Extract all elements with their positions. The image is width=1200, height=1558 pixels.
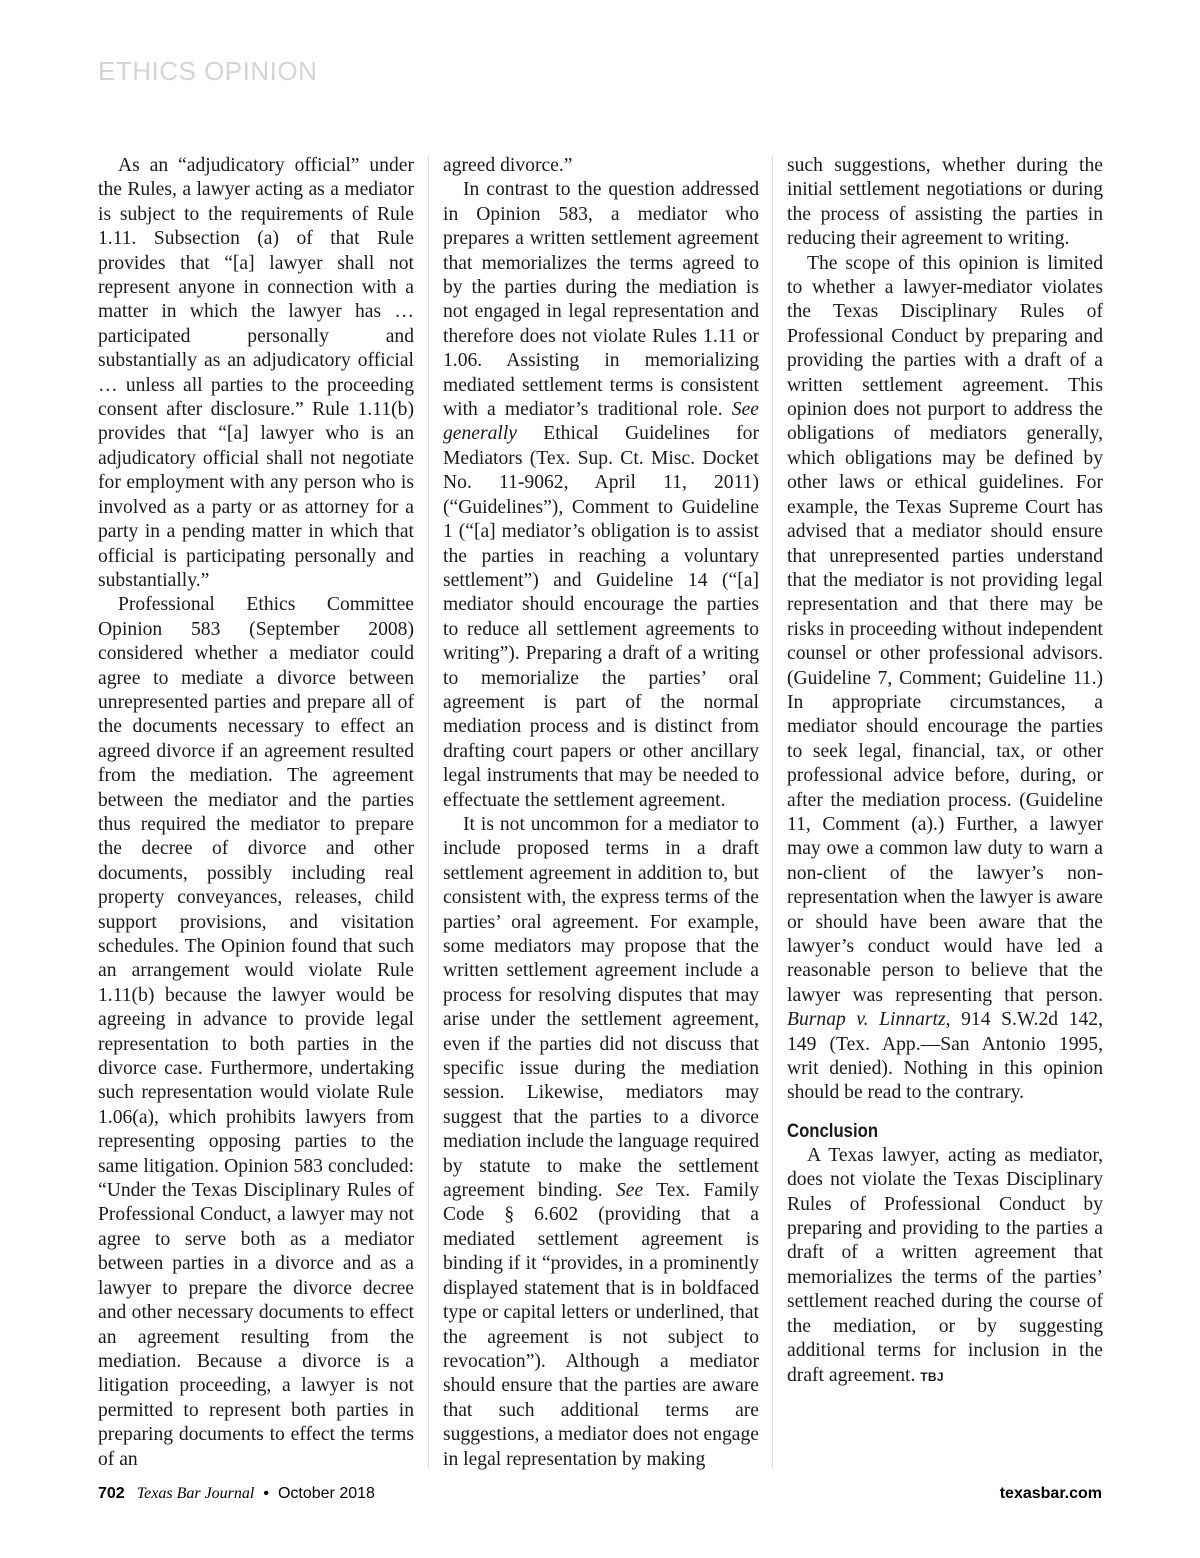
- issue-date: October 2018: [277, 1485, 375, 1502]
- column-middle: [443, 154, 759, 1472]
- paragraph: [787, 252, 1103, 1106]
- paragraph-text: Tex. Family Code § 6.602 (providing that a mediated settlement agreement is binding if it “provides, in a prominently displayed statement that is in boldfaced type or capital letters or underlined, that the agreement is not subject to revocation”). Although a mediator should ensure that the parties are aware that such additional terms are suggestions, a mediator does not engage in legal representation by making: [443, 1180, 759, 1470]
- citation-signal: See generally: [443, 399, 759, 445]
- paragraph-text: In contrast to the question addressed in Opinion 583, a mediator who prepares a written settlement agreement that memorializes the terms agreed to by the parties during the mediation is not engaged in legal representation and therefore does not violate Rules 1.11 or 1.06. Assisting in memorializing mediated settlement terms is consistent with a mediator’s traditional role.: [443, 179, 759, 421]
- section-header: ETHICS OPINION: [98, 56, 318, 86]
- page-number: 702: [98, 1485, 125, 1502]
- conclusion-heading: Conclusion: [787, 1120, 879, 1142]
- case-citation: Burnap v. Linnartz,: [787, 1009, 951, 1031]
- paragraph-text: Ethical Guidelines for Mediators (Tex. Sup. Ct. Misc. Docket No. 11-9062, April 11, 2011) (“Guidelines”), Comment to Guideline 1 (“[a] mediator’s obligation is to assist the parties in reaching a voluntary settlement”) and Guideline 14 (“[a] mediator should encourage the parties to reduce all settlement agreements to writing”). Preparing a draft of a writing to memorialize the parties’ oral agreement is part of the normal mediation process and is distinct from drafting court papers or other ancillary legal instruments that may be needed to effectuate the settlement agreement.: [443, 423, 759, 811]
- column-divider: [772, 156, 773, 1468]
- tbj-signoff: TBJ: [920, 1369, 944, 1384]
- website-link[interactable]: texasbar.com: [999, 1485, 1102, 1502]
- publication-name: Texas Bar Journal: [136, 1485, 255, 1502]
- paragraph-text: It is not uncommon for a mediator to include proposed terms in a draft settlement agreement in addition to, but consistent with, the express terms of the parties’ oral agreement. For example, some mediators may propose that the written settlement agreement include a process for resolving disputes that may arise under the settlement agreement, even if the parties did not discuss that specific issue during the mediation session. Likewise, mediators may suggest that the parties to a divorce mediation include the language required by statute to make the settlement agreement binding.: [443, 813, 759, 1202]
- column-right: [787, 154, 1103, 1389]
- paragraph-text: A Texas lawyer, acting as mediator, does not violate the Texas Disciplinary Rules of Professional Conduct by preparing and providing to the parties a draft of a written agreement that memorializes the terms of the parties’ settlement reached during the course of the mediation, or by suggesting additional terms for inclusion in the draft agreement.: [787, 1144, 1103, 1386]
- citation-signal: See: [616, 1180, 644, 1202]
- column-divider: [428, 156, 429, 1468]
- paragraph: Professional Ethics Committee Opinion 583 (September 2008) considered whether a mediator could agree to mediate a divorce between unrepresented parties and prepare all of the documents necessary to effect an agreed divorce if an agreement resulted from the mediation. The agreement between the mediator and the parties thus required the mediator to prepare the decree of divorce and other documents, possibly including real property conveyances, releases, child support provisions, and visitation schedules. The Opinion found that such an arrangement would violate Rule 1.11(b) because the lawyer would be agreeing in advance to provide legal representation to both parties in the divorce case. Furthermore, undertaking such representation would violate Rule 1.06(a), which prohibits lawyers from representing opposing parties to the same litigation. Opinion 583 concluded: “Under the Texas Disciplinary Rules of Professional Conduct, a lawyer may not agree to serve both as a mediator between parties in a divorce and as a lawyer to prepare the divorce decree and other necessary documents to effect an agreement resulting from the mediation. Because a divorce is a litigation proceeding, a lawyer is not permitted to represent both parties in preparing documents to effect the terms of an: [98, 594, 414, 1470]
- paragraph-continued: such suggestions, whether during the initial settlement negotiations or during the process of assisting the parties in reducing their agreement to writing.: [787, 155, 1103, 250]
- paragraph-text: The scope of this opinion is limited to whether a lawyer-mediator violates the Texas Disciplinary Rules of Professional Conduct by preparing and providing the parties with a draft of a written settlement agreement. This opinion does not purport to address the obligations of mediators generally, which obligations may be defined by other laws or ethical guidelines. For example, the Texas Supreme Court has advised that a mediator should ensure that unrepresented parties understand that the mediator is not providing legal representation and that there may be risks in proceeding without independent counsel or other professional advisors. (Guideline 7, Comment; Guideline 11.) In appropriate circumstances, a mediator should encourage the parties to seek legal, financial, tax, or other professional advice before, during, or after the mediation process. (Guideline 11, Comment (a).) Further, a lawyer may owe a common law duty to warn a non-client of the lawyer’s non-representation when the lawyer is aware or should have been aware that the lawyer’s conduct would have led a reasonable person to believe that the lawyer was representing that person.: [787, 252, 1103, 1006]
- paragraph-continued: agreed divorce.”: [443, 155, 573, 176]
- paragraph: [443, 178, 759, 813]
- bullet-separator: •: [263, 1485, 269, 1502]
- paragraph: [787, 1144, 1103, 1389]
- page-footer: [98, 1485, 1102, 1505]
- column-left: [98, 154, 414, 1472]
- paragraph: As an “adjudicatory official” under the Rules, a lawyer acting as a mediator is subject to the requirements of Rule 1.11. Subsection (a) of that Rule provides that “[a] lawyer shall not represent anyone in connection with a matter in which the lawyer has … participated personally and substantially as an adjudicatory official … unless all parties to the proceeding consent after disclosure.” Rule 1.11(b) provides that “[a] lawyer who is an adjudicatory official shall not negotiate for employment with any person who is involved as a party or as attorney for a party in a pending matter in which that official is participating personally and substantially.”: [98, 155, 414, 591]
- paragraph: [443, 813, 759, 1472]
- paragraph-text: 914 S.W.2d 142, 149 (Tex. App.—San Antonio 1995, writ denied). Nothing in this opinion should be read to the contrary.: [787, 1009, 1103, 1104]
